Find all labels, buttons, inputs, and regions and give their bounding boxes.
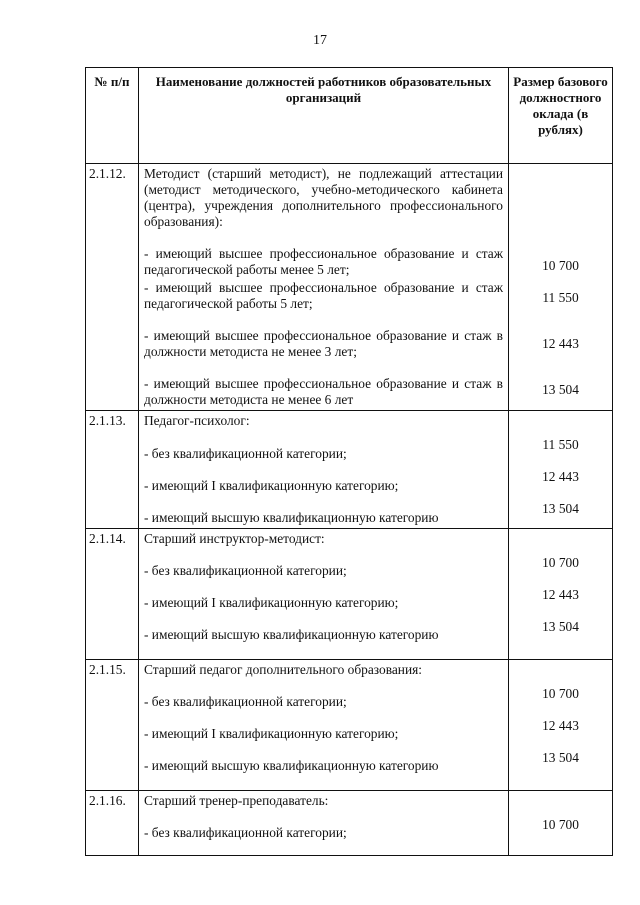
position-title: Старший инструктор-методист: [144, 531, 325, 546]
position-item: - имеющий I квалификационную категорию; [144, 595, 399, 610]
position-item: - имеющий I квалификационную категорию; [144, 726, 399, 741]
salary-value: 11 550 [542, 290, 579, 305]
position-item: - имеющий высшее профессиональное образование и стаж в должности методиста не менее 3 лет; [144, 328, 503, 359]
salary-value: 12 443 [542, 469, 579, 484]
position-title: Методист (старший методист), не подлежащий аттестации (методист методического, учебно-методического кабинета (центра), учреждения дополнительного профессионального образования): [144, 166, 503, 229]
salary-value: 12 443 [542, 587, 579, 602]
row-description [139, 529, 509, 660]
position-title: Педагог-психолог: [144, 413, 250, 428]
row-description [139, 660, 509, 791]
row-salaries [509, 660, 613, 791]
row-number: 2.1.16. [86, 791, 139, 856]
salary-value: 10 700 [542, 817, 579, 832]
salary-value: 12 443 [542, 718, 579, 733]
table-row [86, 660, 613, 791]
salary-value: 11 550 [542, 437, 579, 452]
page-number: 17 [313, 33, 327, 48]
position-item: - имеющий I квалификационную категорию; [144, 478, 399, 493]
position-item: - имеющий высшую квалификационную категорию [144, 510, 439, 525]
table-row [86, 529, 613, 660]
row-salaries [509, 791, 613, 856]
salary-value: 13 504 [542, 501, 579, 516]
position-item: - имеющий высшее профессиональное образование и стаж в должности методиста не менее 6 лет [144, 376, 503, 407]
row-number: 2.1.14. [86, 529, 139, 660]
position-item: - имеющий высшее профессиональное образование и стаж педагогической работы 5 лет; [144, 280, 503, 311]
position-item: - без квалификационной категории; [144, 446, 347, 461]
row-number: 2.1.12. [86, 164, 139, 411]
salary-value: 10 700 [542, 555, 579, 570]
row-salaries [509, 411, 613, 529]
position-item: - имеющий высшую квалификационную категорию [144, 627, 439, 642]
position-item: - имеющий высшую квалификационную категорию [144, 758, 439, 773]
row-number: 2.1.13. [86, 411, 139, 529]
salary-table [85, 67, 613, 856]
row-salaries [509, 164, 613, 411]
header-base-salary: Размер базового должностного оклада (в рублях) [509, 68, 613, 164]
table-row [86, 164, 613, 411]
salary-value: 13 504 [542, 750, 579, 765]
salary-value: 12 443 [542, 336, 579, 351]
row-salaries [509, 529, 613, 660]
position-title: Старший педагог дополнительного образования: [144, 662, 422, 677]
position-item: - без квалификационной категории; [144, 563, 347, 578]
position-item: - без квалификационной категории; [144, 694, 347, 709]
salary-value: 10 700 [542, 686, 579, 701]
table-row [86, 411, 613, 529]
header-number: № п/п [86, 68, 139, 164]
position-title: Старший тренер-преподаватель: [144, 793, 329, 808]
position-item: - имеющий высшее профессиональное образование и стаж педагогической работы менее 5 лет; [144, 246, 503, 277]
position-item: - без квалификационной категории; [144, 825, 347, 840]
row-number: 2.1.15. [86, 660, 139, 791]
salary-value: 13 504 [542, 382, 579, 397]
row-description [139, 411, 509, 529]
header-position-name: Наименование должностей работников образовательных организаций [139, 68, 509, 164]
table-row [86, 791, 613, 856]
table-header-row [86, 68, 613, 164]
salary-value: 13 504 [542, 619, 579, 634]
row-description [139, 164, 509, 411]
salary-value: 10 700 [542, 258, 579, 273]
row-description [139, 791, 509, 856]
